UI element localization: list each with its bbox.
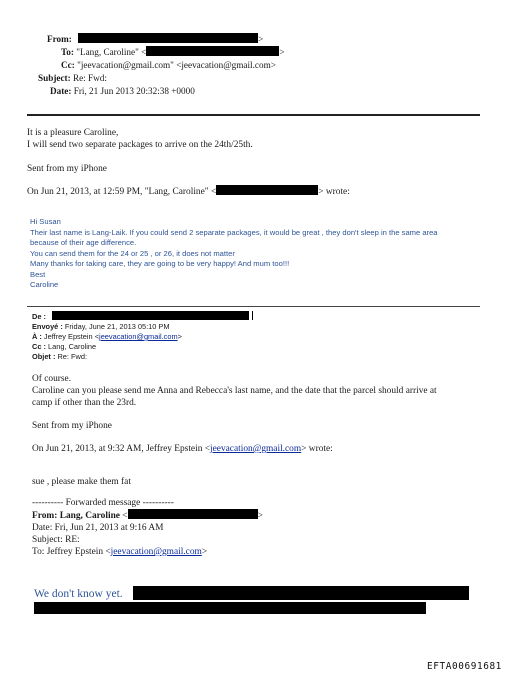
redaction-bar <box>52 311 249 320</box>
epstein-message: sue , please make them fat <box>32 477 131 487</box>
date-value: Fri, 21 Jun 2013 20:32:38 +0000 <box>73 86 195 96</box>
cc-label-fr: Cc : <box>32 342 46 351</box>
forward-from-suffix: > <box>257 511 263 521</box>
quoted-line: Best <box>30 269 46 279</box>
de-label: De : <box>32 312 46 321</box>
quoted-line: Hi Susan <box>30 217 61 226</box>
to-suffix: > <box>279 47 285 57</box>
from-row <box>47 33 263 46</box>
forward-subject: Subject: RE: <box>32 535 80 545</box>
objet-value: Re: Fwd: <box>57 352 88 361</box>
quote-intro-prefix: On Jun 21, 2013, at 9:32 AM, Jeffrey Epstein < <box>32 444 211 454</box>
quote-intro-suffix: > wrote: <box>301 444 333 454</box>
email-link[interactable]: jeevacation@gmail.com <box>110 547 202 557</box>
quote-intro-prefix: On Jun 21, 2013, at 12:59 PM, "Lang, Caroline" < <box>27 187 217 197</box>
de-row <box>32 311 253 322</box>
to-row <box>61 46 285 59</box>
a-row <box>32 332 253 342</box>
redaction-bar <box>34 602 426 614</box>
header-divider <box>27 114 480 116</box>
subject-label: Subject: <box>38 73 71 83</box>
message-line: camp if other than the 23rd. <box>32 398 137 408</box>
a-label: À : <box>32 332 42 341</box>
french-header <box>32 311 253 362</box>
susan-message <box>32 373 437 409</box>
reply-line: I will send two separate packages to arrive on the 24th/25th. <box>27 140 253 150</box>
forward-from-row <box>32 509 263 522</box>
from-label: From: <box>47 34 72 44</box>
email-link[interactable]: jeevacation@gmail.com <box>99 332 178 341</box>
envoye-value: Friday, June 21, 2013 05:10 PM <box>64 322 170 331</box>
reply-line: It is a pleasure Caroline, <box>27 128 119 138</box>
envoye-label: Envoyé : <box>32 322 63 331</box>
forward-from-bracket: < <box>122 511 128 521</box>
redaction-edge <box>252 311 253 320</box>
a-value-suffix: > <box>177 332 182 341</box>
forward-to-row <box>32 546 263 558</box>
envoye-row <box>32 322 253 332</box>
forward-from-value: Lang, Caroline <box>59 511 120 521</box>
from-suffix: > <box>258 34 264 44</box>
forward-to-suffix: > <box>201 547 208 557</box>
redaction-bar <box>216 185 318 195</box>
subject-value: Re: Fwd: <box>72 73 107 83</box>
quoted-line: because of their age difference. <box>30 238 137 247</box>
cc-value-fr: Lang, Caroline <box>48 342 97 351</box>
a-value-prefix: Jeffrey Epstein < <box>43 332 100 341</box>
date-row <box>50 85 195 98</box>
quoted-line: Many thanks for taking care, they are going to be very happy! And mum too!!! <box>30 259 290 268</box>
sent-from-iphone: Sent from my iPhone <box>27 164 107 174</box>
document-id: EFTA00691681 <box>427 661 502 672</box>
forwarded-block <box>32 497 263 558</box>
redaction-bar <box>146 46 279 56</box>
reply-body <box>27 127 253 151</box>
forward-date: Date: Fri, Jun 21, 2013 at 9:16 AM <box>32 523 164 533</box>
date-label: Date: <box>50 86 72 96</box>
cc-label: Cc: <box>61 60 75 70</box>
quote-intro-suffix: > wrote: <box>318 187 350 197</box>
quote-intro <box>27 185 350 198</box>
email-header <box>0 33 512 105</box>
sent-from-iphone: Sent from my iPhone <box>32 421 112 431</box>
bottom-text: We don't know yet. <box>34 588 123 600</box>
forward-separator: ---------- Forwarded message ---------- <box>32 498 174 508</box>
message-line: Caroline can you please send me Anna and Rebecca's last name, and the date that the parcel should arrive at <box>32 386 437 396</box>
redaction-bar <box>78 33 258 43</box>
subject-row <box>38 72 107 85</box>
quoted-message <box>30 217 438 291</box>
cc-value: "jeevacation@gmail.com" <jeevacation@gmail.com> <box>77 60 276 70</box>
quoted-line: You can send them for the 24 or 25 , or 26, it does not matter <box>30 248 235 258</box>
cc-row-fr <box>32 342 253 352</box>
quoted-line: Their last name is Lang-Laik. If you could send 2 separate packages, it would be great , they don't sleep in the same area <box>30 227 438 237</box>
quote-intro <box>32 443 333 455</box>
email-link[interactable]: jeevacation@gmail.com <box>210 444 302 454</box>
message-line: Of course. <box>32 374 72 384</box>
quote-divider <box>27 306 480 307</box>
cc-row <box>61 59 276 72</box>
forward-from-label: From: <box>32 511 58 521</box>
forward-to-prefix: To: Jeffrey Epstein < <box>32 547 111 557</box>
redaction-bar <box>128 509 258 519</box>
redaction-bar <box>133 586 469 600</box>
to-label: To: <box>61 47 74 57</box>
objet-row <box>32 352 253 362</box>
to-value: "Lang, Caroline" < <box>76 47 147 57</box>
objet-label: Objet : <box>32 352 56 361</box>
quoted-line: Caroline <box>30 280 59 289</box>
